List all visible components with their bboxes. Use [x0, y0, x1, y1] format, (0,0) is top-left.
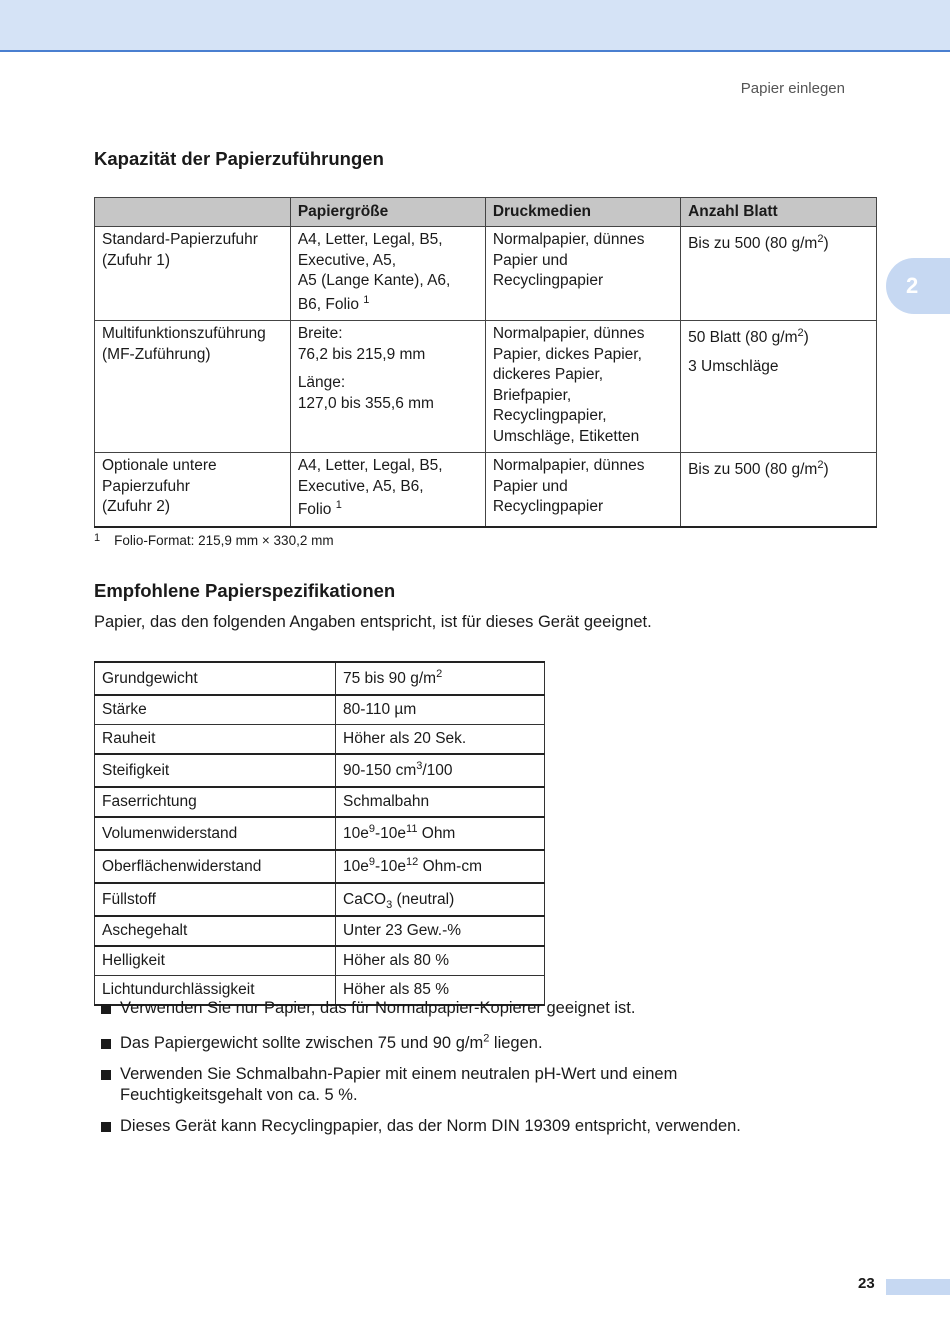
- table-row: Aschegehalt Unter 23 Gew.-%: [95, 916, 545, 946]
- column-header: Papiergröße: [290, 198, 485, 227]
- media-cell: Normalpapier, dünnes Papier, dickes Papier, dickeres Papier, Briefpapier, Recyclingpapier, Umschläge, Etiketten: [485, 321, 680, 453]
- media-cell: Normalpapier, dünnes Papier und Recyclingpapier: [485, 453, 680, 527]
- count-cell: Bis zu 500 (80 $g/m^2$): [681, 227, 877, 321]
- intro-text: Papier, das den folgenden Angaben entspricht, ist für dieses Gerät geeignet.: [94, 613, 652, 631]
- bullet-square-icon: [101, 1070, 111, 1080]
- table-row: [95, 227, 877, 321]
- tray-cell: Standard-Papierzufuhr (Zufuhr 1): [95, 227, 291, 321]
- footnote-ref: 1: [335, 498, 342, 511]
- table-row: [95, 453, 877, 527]
- footnote-ref: 1: [363, 293, 370, 306]
- column-header: Anzahl Blatt: [681, 198, 877, 227]
- size-cell: A4, Letter, Legal, B5, Executive, A5, A5 (Lange Kante), A6, B6, Folio $^1$: [290, 227, 485, 321]
- table-row: Oberflächenwiderstand $10e^9-10e^{12}$ Ohm-cm: [95, 850, 545, 883]
- table-row: Helligkeit Höher als 80 %: [95, 946, 545, 976]
- list-item: Dieses Gerät kann Recyclingpapier, das der Norm DIN 19309 entspricht, verwenden.: [100, 1116, 820, 1137]
- bullet-square-icon: [101, 1004, 111, 1014]
- bullet-square-icon: [101, 1122, 111, 1132]
- count-cell: Bis zu 500 (80 $g/m^2$): [681, 453, 877, 527]
- table-row: Lichtundurchlässigkeit Höher als 85 %: [95, 976, 545, 1006]
- footer-band: [886, 1279, 950, 1295]
- column-header: Druckmedien: [485, 198, 680, 227]
- chapter-tab: 2: [886, 258, 950, 314]
- tray-cell: Optionale untere Papierzufuhr (Zufuhr 2): [95, 453, 291, 527]
- column-header: [95, 198, 291, 227]
- bullet-square-icon: [101, 1039, 111, 1049]
- table-row: Stärke 80-110 µm: [95, 695, 545, 725]
- list-item: Verwenden Sie Schmalbahn-Papier mit einem neutralen pH-Wert und einem Feuchtigkeitsgehalt von ca. 5 %.: [100, 1064, 820, 1106]
- table-row: [95, 321, 877, 453]
- table-row: Volumenwiderstand $10e^9-10e^{11}$ Ohm: [95, 817, 545, 850]
- count-cell: 50 Blatt (80 $g/m^2$) 3 Umschläge: [681, 321, 877, 453]
- table-row: Grundgewicht 75 bis 90 $g/m^2$: [95, 662, 545, 695]
- page-number: 23: [858, 1275, 875, 1292]
- table-row: Füllstoff CaCO$_3$ (neutral): [95, 883, 545, 916]
- section-title-capacity: Kapazität der Papierzuführungen: [94, 148, 384, 169]
- running-header: Papier einlegen: [740, 80, 845, 97]
- tray-cell: Multifunktionszuführung (MF-Zuführung): [95, 321, 291, 453]
- bullet-list: [100, 998, 820, 1147]
- header-band: [0, 0, 950, 52]
- spec-table: [94, 661, 545, 1006]
- table-row: Faserrichtung Schmalbahn: [95, 787, 545, 817]
- media-cell: Normalpapier, dünnes Papier und Recyclingpapier: [485, 227, 680, 321]
- table-row: Steifigkeit 90-150 $cm^3/100$: [95, 754, 545, 787]
- table-row: Rauheit Höher als 20 Sek.: [95, 725, 545, 755]
- capacity-table: [94, 197, 877, 528]
- list-item: Das Papiergewicht sollte zwischen 75 und 90 $g/m^2$ liegen.: [100, 1033, 820, 1054]
- size-cell: A4, Letter, Legal, B5, Executive, A5, B6, Folio $^1$: [290, 453, 485, 527]
- section-title-specs: Empfohlene Papierspezifikationen: [94, 580, 396, 601]
- list-item: Verwenden Sie nur Papier, das für Normalpapier-Kopierer geeignet ist.: [100, 998, 820, 1019]
- table-header-row: [95, 198, 877, 227]
- size-cell: Breite: 76,2 bis 215,9 mm Länge: 127,0 bis 355,6 mm: [290, 321, 485, 453]
- footnote: $^1$ Folio-Format: 215,9 mm × 330,2 mm: [94, 532, 334, 548]
